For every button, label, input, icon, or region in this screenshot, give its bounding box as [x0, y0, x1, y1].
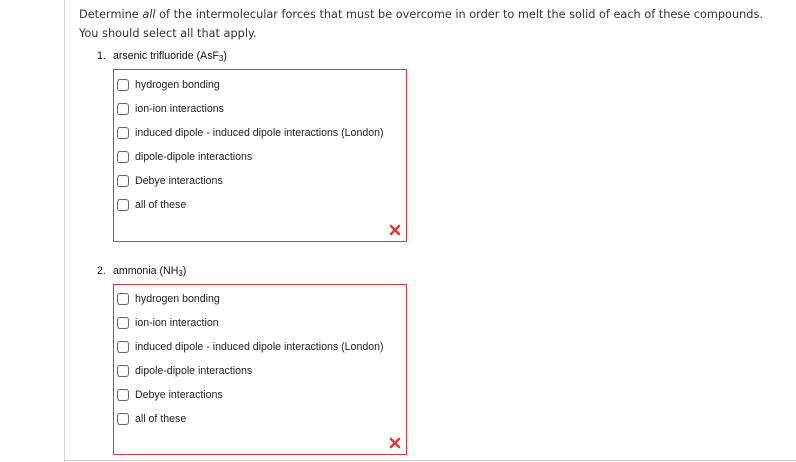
question-2-number: 2. — [97, 265, 106, 277]
question-1-compound: arsenic trifluoride (AsF — [113, 50, 219, 62]
checkbox[interactable] — [117, 413, 129, 425]
checkbox[interactable] — [117, 103, 129, 115]
option-label: hydrogen bonding — [135, 79, 220, 91]
option-label: induced dipole - induced dipole interactions (London) — [135, 127, 384, 139]
q1-option-all-of-these[interactable] — [117, 196, 186, 214]
checkbox[interactable] — [117, 199, 129, 211]
checkbox[interactable] — [117, 127, 129, 139]
question-2-answer-box — [113, 284, 407, 455]
option-label: dipole-dipole interactions — [135, 151, 253, 163]
instructions-suffix: of the intermolecular forces that must be overcome in order to melt the solid of each of these compounds. — [155, 8, 763, 21]
q2-option-debye[interactable] — [117, 386, 223, 404]
option-label: induced dipole - induced dipole interactions (London) — [135, 341, 384, 353]
checkbox[interactable] — [117, 341, 129, 353]
instructions-line-2: You should select all that apply. — [79, 27, 257, 40]
red-x-incorrect-icon — [389, 437, 401, 449]
q2-option-london[interactable] — [117, 338, 384, 356]
checkbox[interactable] — [117, 79, 129, 91]
page-left-border — [64, 0, 65, 462]
option-label: ion-ion interaction — [135, 317, 219, 329]
q2-option-all-of-these[interactable] — [117, 410, 186, 428]
instructions-prefix: Determine — [79, 8, 143, 21]
question-1-answer-box — [113, 69, 407, 242]
instructions-line-1 — [79, 5, 784, 24]
checkbox[interactable] — [117, 175, 129, 187]
question-1-subscript: 3 — [218, 54, 224, 63]
option-label: hydrogen bonding — [135, 293, 220, 305]
q2-option-hydrogen-bonding[interactable] — [117, 290, 220, 308]
question-2-close-paren: ) — [182, 265, 187, 277]
option-label: Debye interactions — [135, 389, 223, 401]
page-bottom-border — [64, 460, 796, 461]
option-label: ion-ion interactions — [135, 103, 224, 115]
checkbox[interactable] — [117, 317, 129, 329]
option-label: dipole-dipole interactions — [135, 365, 253, 377]
q1-option-ion-ion[interactable] — [117, 100, 224, 118]
q1-option-london[interactable] — [117, 124, 384, 142]
checkbox[interactable] — [117, 293, 129, 305]
checkbox[interactable] — [117, 151, 129, 163]
q1-option-hydrogen-bonding[interactable] — [117, 76, 220, 94]
question-1-close-paren: ) — [223, 50, 227, 62]
question-2-title — [97, 265, 186, 277]
option-label: all of these — [135, 413, 187, 425]
option-label: Debye interactions — [135, 175, 223, 187]
question-instructions — [79, 5, 784, 43]
instructions-emphasis: all — [142, 8, 156, 21]
option-label: all of these — [135, 199, 187, 211]
question-1-number: 1. — [97, 50, 106, 62]
red-x-incorrect-icon — [389, 224, 401, 236]
question-2-subscript: 3 — [178, 269, 183, 278]
checkbox[interactable] — [117, 389, 129, 401]
q1-option-debye[interactable] — [117, 172, 223, 190]
q1-option-dipole-dipole[interactable] — [117, 148, 252, 166]
checkbox[interactable] — [117, 365, 129, 377]
question-1-title — [97, 50, 227, 62]
question-2-compound: ammonia (NH — [113, 265, 179, 277]
q2-option-dipole-dipole[interactable] — [117, 362, 252, 380]
q2-option-ion-ion[interactable] — [117, 314, 219, 332]
